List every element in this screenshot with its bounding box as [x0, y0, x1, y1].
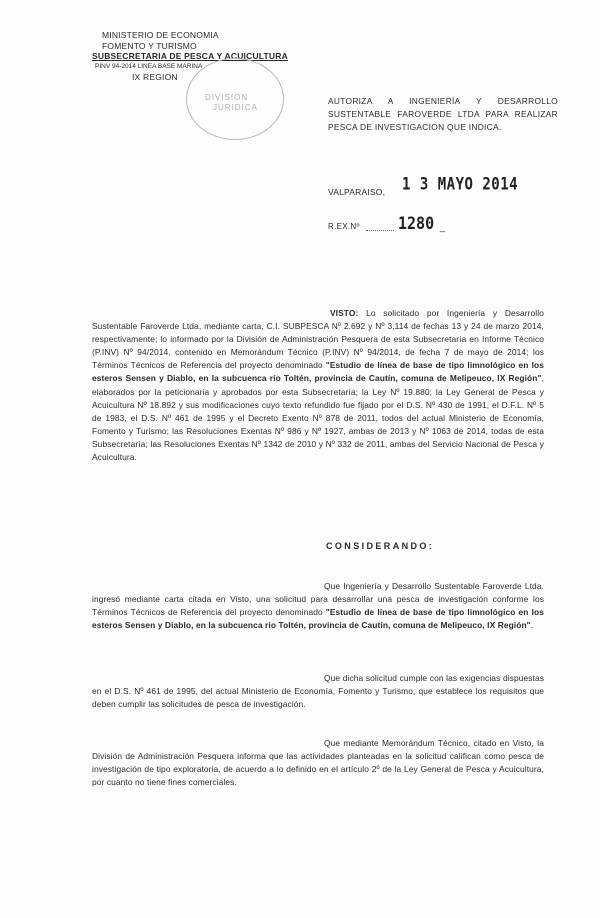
visto-project-title: "Estudio de línea de base de tipo limnológico en los esteros Sensen y Diablo, en la subcuenca río Toltén, provincia de Cautín, comuna de Melipeuco, IX Región" — [92, 360, 544, 384]
resolution-label: R.EX.Nº — [328, 222, 360, 231]
p1-text-before: Que Ingeniería y Desarrollo Sustentable Faroverde Ltda. ingresó mediante carta citada en Visto, una solicitud para desarrollar una pesca de investigación conforme los Términos Técnicos de Referencia del proyecto denominado — [92, 581, 544, 618]
p1-text-after: . — [530, 620, 534, 631]
stamp-line-2: JURIDICA — [213, 103, 258, 112]
visto-text-after: , elaborados por la peticionaria y aprobados por esta Subsecretaría; la Ley Nº 19.880; la Ley General de Pesca y Acuicultura Nº 18.892 y sus modificaciones cuyo texto refundido fue fijado por el D.S. Nº 430 de 1991, el D.F.L. Nº 5 de 1983, el D.S. Nº 461 de 1995 y el Decreto Exento Nº 878 de 2011, todos del actual Ministerio de Economía, Fomento y Turismo; las Resoluciones Exentas Nº 986 y Nº 1927, ambas de 2013 y Nº 1063 de 2014, todas de esta Subsecretaría; las Resoluciones Exentas Nº 1342 de 2010 y Nº 332 de 2011, ambas del Servicio Nacional de Pesca y Acuicultura. — [92, 373, 544, 463]
considerando-paragraph-2: Que dicha solicitud cumple con las exigencias dispuestas en el D.S. Nº 461 de 1995, del actual Ministerio de Economía, Fomento y Turismo, que establece los requisitos que deben cumplir las solicitudes de pesca de investigación. — [92, 673, 544, 710]
subsecretariat-name: SUBSECRETARIA DE PESCA Y ACUICULTURA — [92, 51, 288, 61]
ministry-name: MINISTERIO DE ECONOMIA — [102, 30, 219, 40]
considerando-heading: CONSIDERANDO: — [326, 541, 435, 551]
considerando-paragraph-3: Que mediante Memorándum Técnico, citado en Visto, la División de Administración Pesquera informa que las actividades planteadas en la solicitud califican como pesca de investigación de tipo exploratoria, de acuerdo a lo definido en el artículo 2º de la Ley General de Pesca y Acuicultura, por cuanto no tiene fines comerciales. — [92, 738, 544, 788]
project-code: PINV 94-2014 LINEA BASE MARINA — [95, 62, 203, 70]
resolution-number: 1280 — [398, 213, 435, 234]
visto-paragraph — [92, 307, 544, 464]
stamp-line-1: DIVISION — [205, 93, 249, 102]
date-stamp: 1 3 MAYO 2014 — [402, 175, 519, 195]
resolution-trail: _ — [440, 222, 446, 232]
p1-project-title: "Estudio de línea de base de tipo limnológico en los esteros Sensen y Diablo, en la subcuenca río Toltén, provincia de Cautín, comuna de Melipeuco, IX Región" — [92, 607, 544, 631]
visto-label: VISTO: — [330, 308, 359, 318]
resolution-subject: AUTORIZA A INGENIERÍA Y DESARROLLO SUSTENTABLE FAROVERDE LTDA PARA REALIZAR PESCA DE INVESTIGACION QUE INDICA. — [328, 96, 558, 132]
considerando-paragraph-1 — [92, 580, 544, 632]
region-label: IX REGION — [132, 72, 178, 82]
visto-text-before: Lo solicitado por Ingeniería y Desarrollo Sustentable Faroverde Ltda, mediante carta, C.I. SUBPESCA Nº 2.692 y Nº 3.114 de fechas 13 y 24 de marzo 2014, respectivamente; lo informado por la División de Administración Pesquera de esta Subsecretaría en Informe Técnico (P.INV) Nº 94/2014, contenido en Memorándum Técnico (P.INV) Nº 94/2014, de fecha 7 de mayo de 2014; los Términos Técnicos de Referencia del proyecto denominado — [92, 308, 544, 371]
ministry-subtitle: FOMENTO Y TURISMO — [102, 40, 197, 51]
resolution-dotted-line — [366, 230, 394, 231]
place-label: VALPARAISO, — [328, 187, 386, 197]
juridical-stamp — [186, 58, 284, 140]
